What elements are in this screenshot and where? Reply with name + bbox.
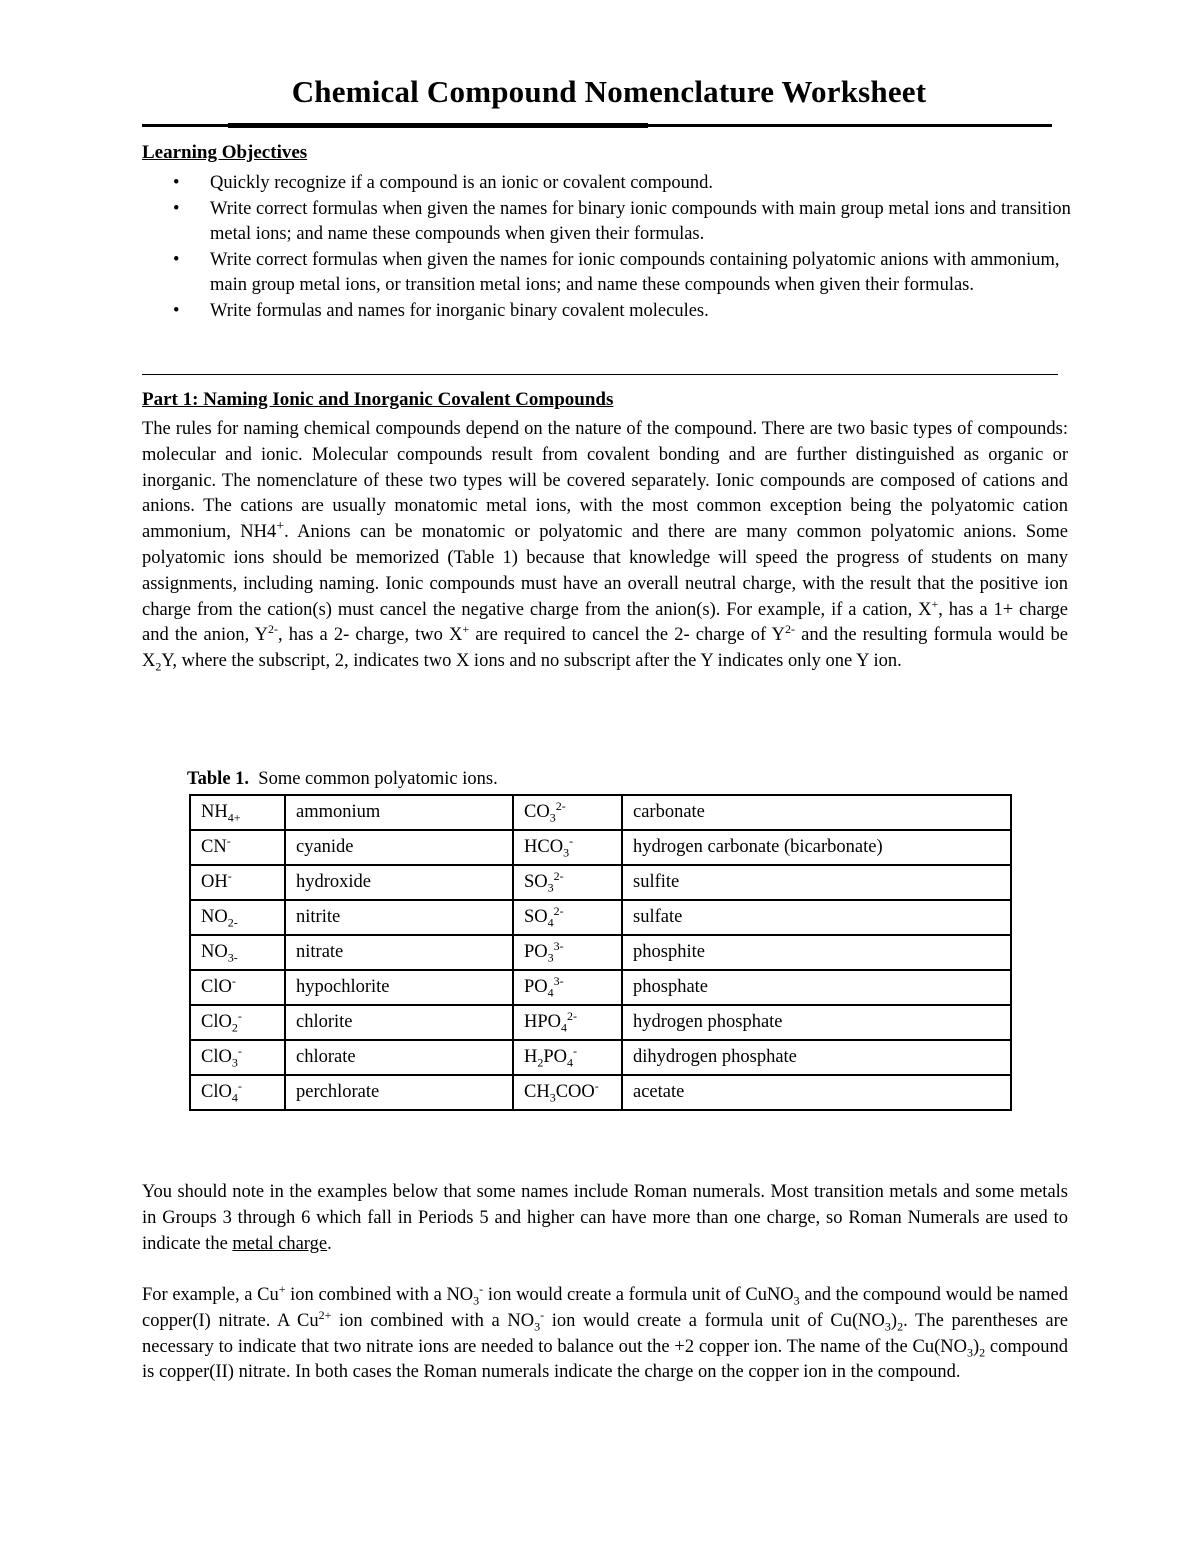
title-rule-accent <box>228 123 648 128</box>
ion-formula: $SO_3^{2-}$ <box>513 865 622 900</box>
ion-name: hydroxide <box>285 865 513 900</box>
objectives-list <box>142 171 1072 324</box>
bullet-icon: • <box>173 300 180 321</box>
roman-numerals-paragraph: You should note in the examples below that some names include Roman numerals. Most transition metals and some metals in Groups 3 through 6 which fall in Periods 5 and higher can have more than one charge, so Roman Numerals are used to indicate the metal charge. <box>142 1182 1068 1254</box>
objectives-heading: Learning Objectives <box>142 142 308 163</box>
page-title: Chemical Compound Nomenclature Worksheet <box>291 74 927 109</box>
table-row <box>190 830 1011 865</box>
ion-formula: $CO_3^{2-}$ <box>513 795 622 830</box>
ion-formula: $NO_{3-}$ <box>190 935 285 970</box>
ion-name: perchlorate <box>285 1075 513 1110</box>
ion-name: hydrogen carbonate (bicarbonate) <box>622 830 1011 865</box>
metal-charge-term: metal charge <box>232 1233 328 1254</box>
part1-paragraph: The rules for naming chemical compounds depend on the nature of the compound. There are two basic types of compounds: molecular and ionic. Molecular compounds result from covalent bonding and are further distinguished as organic or inorganic. The nomenclature of these two types will be covered separately. Ionic compounds are composed of cations and anions. The cations are usually monatomic metal ions, with the most common exception being the polyatomic cation ammonium, NH4+. Anions can be monatomic or polyatomic and there are many common polyatomic anions. Some polyatomic ions should be memorized (Table 1) because that knowledge will speed the progress of students on many assignments, including naming. Ionic compounds must have an overall neutral charge, with the result that the positive ion charge from the cation(s) must cancel the negative charge from the anion(s). For example, if a cation, X+, has a 1+ charge and the anion, $Y^{2-}$, has a 2- charge, two X+ are required to cancel the 2- charge of $Y^{2-}$ and the resulting formula would be $X_2Y$, where the subscript, 2, indicates two X ions and no subscript after the Y indicates only one Y ion. <box>142 419 1069 674</box>
ion-formula: OH- <box>190 865 285 900</box>
table-row <box>190 1040 1011 1075</box>
ion-name: phosphate <box>622 970 1011 1005</box>
table-row <box>190 970 1011 1005</box>
list-item: • Write formulas and names for inorganic binary covalent molecules. <box>142 299 1072 325</box>
ion-name: nitrate <box>285 935 513 970</box>
ion-formula: $PO_3^{3-}$ <box>513 935 622 970</box>
polyatomic-ions-table <box>189 794 1012 1111</box>
ion-formula: $PO_4^{3-}$ <box>513 970 622 1005</box>
table-row <box>190 1005 1011 1040</box>
ion-formula: $NH_{4+}$ <box>190 795 285 830</box>
ion-name: phosphite <box>622 935 1011 970</box>
ion-name: cyanide <box>285 830 513 865</box>
ion-formula: $NO_{2-}$ <box>190 900 285 935</box>
list-item: • Quickly recognize if a compound is an ionic or covalent compound. <box>142 171 1072 197</box>
ion-name: hydrogen phosphate <box>622 1005 1011 1040</box>
list-item: • Write correct formulas when given the names for binary ionic compounds with main group metal ions and transition metal ions; and name these compounds when given their formulas. <box>173 198 1071 244</box>
ion-name: nitrite <box>285 900 513 935</box>
table-row <box>190 1075 1011 1110</box>
part1-heading: Part 1: Naming Ionic and Inorganic Covalent Compounds <box>142 389 614 410</box>
ion-name: acetate <box>622 1075 1011 1110</box>
ion-formula: $H_2PO_4^-$ <box>513 1040 622 1075</box>
ion-formula: $HCO_3^-$ <box>513 830 622 865</box>
ion-name: sulfite <box>622 865 1011 900</box>
ion-formula: $HPO_4^{2-}$ <box>513 1005 622 1040</box>
table-row <box>190 795 1011 830</box>
ion-name: ammonium <box>285 795 513 830</box>
ion-name: chlorate <box>285 1040 513 1075</box>
ion-formula: ClO$_2$- <box>190 1005 285 1040</box>
ion-name: chlorite <box>285 1005 513 1040</box>
copper-example-paragraph: For example, a Cu+ ion combined with a $NO_3^-$ ion would create a formula unit of CuNO$_3$ and the compound would be named copper(I) nitrate. A $Cu^{2+}$ ion combined with a $NO_3^-$ ion would create a formula unit of $Cu(NO_3)_2$. The parentheses are necessary to indicate that two nitrate ions are needed to balance out the +2 copper ion. The name of the $Cu(NO_3)_2$ compound is copper(II) nitrate. In both cases the Roman numerals indicate the charge on the copper ion in the compound. <box>142 1281 1069 1383</box>
ion-name: dihydrogen phosphate <box>622 1040 1011 1075</box>
ion-name: carbonate <box>622 795 1011 830</box>
table-row <box>190 865 1011 900</box>
ion-formula: $SO_4^{2-}$ <box>513 900 622 935</box>
table-row <box>190 900 1011 935</box>
ion-formula: ClO$_3$- <box>190 1040 285 1075</box>
ion-formula: CN- <box>190 830 285 865</box>
ion-formula: $CH_3COO^-$ <box>513 1075 622 1110</box>
bullet-icon: • <box>173 198 180 219</box>
ion-name: hypochlorite <box>285 970 513 1005</box>
ion-formula: ClO$_4$- <box>190 1075 285 1110</box>
table-row <box>190 935 1011 970</box>
list-item: • Write correct formulas when given the names for ionic compounds containing polyatomic anions with ammonium, main group metal ions, or transition metal ions; and name these compounds when given their formulas. <box>173 249 1060 295</box>
ion-name: sulfate <box>622 900 1011 935</box>
section-divider <box>142 374 1058 375</box>
ion-formula: ClO- <box>190 970 285 1005</box>
bullet-icon: • <box>173 249 180 270</box>
bullet-icon: • <box>173 173 180 193</box>
table-caption: Table 1. Some common polyatomic ions. <box>187 769 498 789</box>
